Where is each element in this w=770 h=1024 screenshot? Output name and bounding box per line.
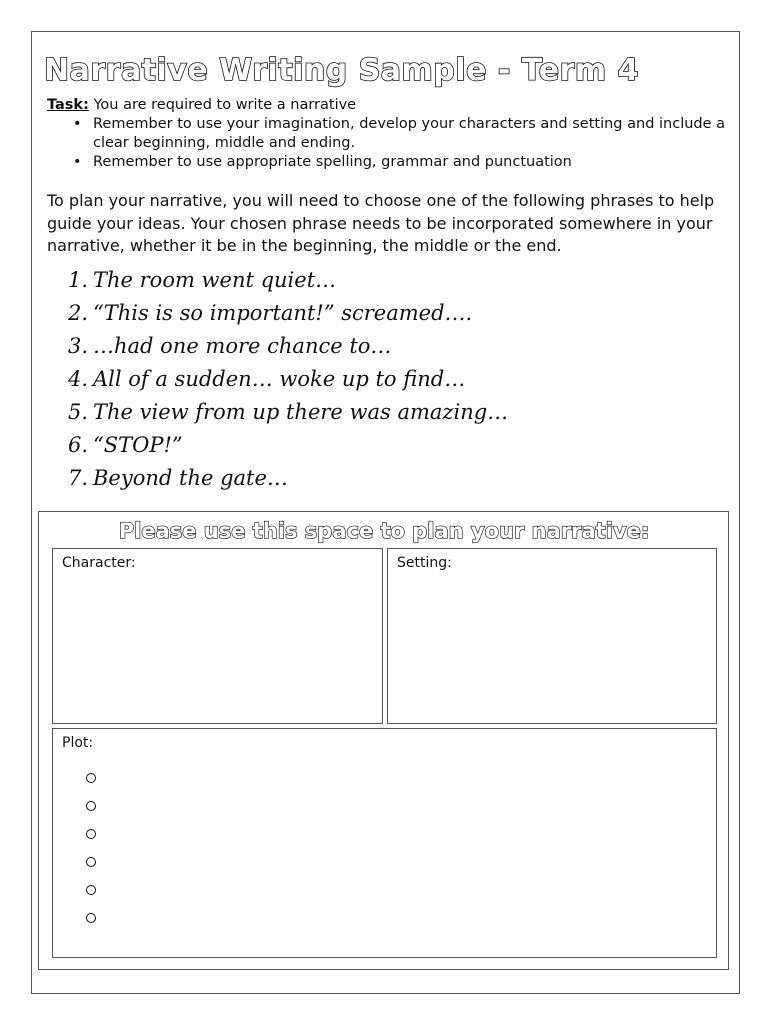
worksheet-title-text: Narrative Writing Sample - Term 4 xyxy=(44,53,639,88)
bullet-icon: • xyxy=(73,116,82,132)
phrase-list xyxy=(68,264,668,495)
intro-paragraph: To plan your narrative, you will need to choose one of the following phrases to help guide your ideas. Your chosen phrase needs to be incorporated somewhere in your narrative, whether it be in the beginning, the middle or the end. xyxy=(47,191,715,255)
planning-heading xyxy=(44,514,724,546)
phrase-number: 7. xyxy=(68,466,89,490)
phrase-text: Beyond the gate… xyxy=(93,466,288,490)
phrase-item xyxy=(68,264,668,297)
plot-label: Plot: xyxy=(62,735,94,751)
worksheet-title xyxy=(44,44,734,92)
phrase-item xyxy=(68,363,668,396)
setting-label: Setting: xyxy=(397,555,452,571)
task-bullet: • Remember to use appropriate spelling, grammar and punctuation xyxy=(73,154,572,170)
plot-point-circle-icon xyxy=(86,913,96,923)
plot-point-circle-icon xyxy=(86,801,96,811)
phrase-item xyxy=(68,429,668,462)
phrase-number: 2. xyxy=(68,301,89,325)
task-bullet: • Remember to use your imagination, develop your characters and setting and include a clear beginning, middle and ending. xyxy=(73,116,726,151)
character-box[interactable] xyxy=(52,548,383,724)
phrase-text: The room went quiet… xyxy=(93,268,337,292)
planning-heading-text: Please use this space to plan your narrative: xyxy=(118,519,650,543)
plot-point-list xyxy=(86,773,96,941)
phrase-item xyxy=(68,396,668,429)
task-section xyxy=(47,96,727,172)
phrase-number: 1. xyxy=(68,268,89,292)
plot-point-circle-icon xyxy=(86,885,96,895)
plot-point-circle-icon xyxy=(86,773,96,783)
phrase-text: “STOP!” xyxy=(93,433,183,457)
setting-box[interactable] xyxy=(387,548,717,724)
phrase-item xyxy=(68,330,668,363)
phrase-text: The view from up there was amazing… xyxy=(93,400,509,424)
bullet-icon: • xyxy=(73,154,82,170)
phrase-number: 5. xyxy=(68,400,89,424)
task-label: Task: xyxy=(47,97,89,113)
task-text: You are required to write a narrative xyxy=(93,97,357,113)
phrase-item xyxy=(68,462,668,495)
task-bullets xyxy=(47,115,727,172)
phrase-number: 4. xyxy=(68,367,89,391)
phrase-text: “This is so important!” screamed…. xyxy=(93,301,473,325)
phrase-number: 3. xyxy=(68,334,89,358)
phrase-text: All of a sudden… woke up to find… xyxy=(93,367,466,391)
plot-point-circle-icon xyxy=(86,857,96,867)
phrase-text: …had one more chance to… xyxy=(93,334,392,358)
plot-box[interactable] xyxy=(52,728,717,958)
plot-point-circle-icon xyxy=(86,829,96,839)
phrase-number: 6. xyxy=(68,433,89,457)
task-line xyxy=(47,96,727,115)
phrase-item xyxy=(68,297,668,330)
character-label: Character: xyxy=(62,555,136,571)
